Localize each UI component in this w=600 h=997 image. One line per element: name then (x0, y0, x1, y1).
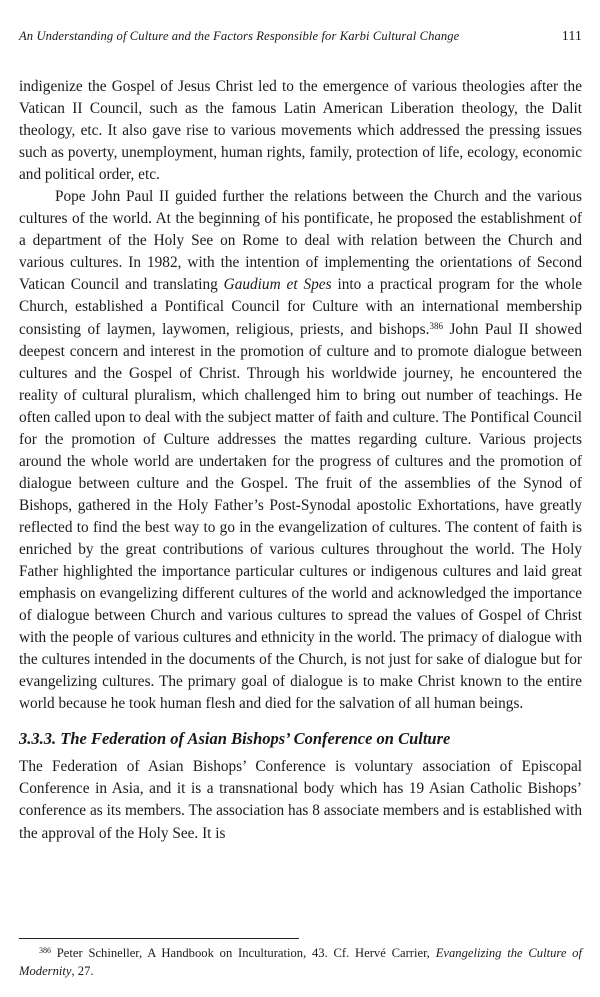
footnote (19, 944, 582, 980)
paragraph-1-text: indigenize the Gospel of Jesus Christ led to the emergence of various theologies after the Vatican II Council, such as the famous Latin American Liberation theology, the Dalit theology, etc. It also gave rise to various movements which addressed the pressing issues such as poverty, unemployment, human rights, family, protection of life, ecology, economic and political order, etc. (19, 78, 582, 184)
footnote-reference[interactable]: 386 (429, 320, 443, 331)
running-title: An Understanding of Culture and the Factors Responsible for Karbi Cultural Change (19, 29, 460, 43)
paragraph-2-text-a: Pope John Paul II guided further the relations between the Church and the various cultures of the world. At the beginning of his pontificate, he proposed the establishment of a department of the Holy See on Rome to deal with relation between the Church and various cultures. In 1982, with the intention of implementing the orientations of Second Vatican Council and translating (19, 188, 582, 294)
paragraph-3-text: The Federation of Asian Bishops’ Conference is voluntary association of Episcopal Conference in Asia, and it is a transnational body which has 19 Asian Catholic Bishops’ conference as its members. The association has 8 associate members and is established with the approval of the Holy See. It is (19, 758, 582, 842)
page-number: 111 (561, 29, 582, 44)
footnote-text-a: Peter Schineller, A Handbook on Inculturation, 43. Cf. Hervé Carrier, (51, 946, 436, 960)
footnote-divider (19, 938, 299, 939)
paragraph-fabc (19, 756, 582, 844)
paragraph-2-text-c: John Paul II showed deepest concern and interest in the promotion of culture and to promote dialogue between cultures and the Gospel of Christ. Through his worldwide journey, he encountered the reality of cultural pluralism, which challenged him to bring out number of teachings. He often called upon to deal with the subject matter of faith and culture. The Pontifical Council for the promotion of Culture addresses the mattes regarding culture. Various projects around the whole world are undertaken for the progress of cultures and the promotion of dialogue between culture and the Gospel. The fruit of the assemblies of the Synod of Bishops, gathered in the Holy Father’s Post-Synodal apostolic Exhortations, have greatly reflected to find the best way to go in the evangelization of cultures. The content of faith is enriched by the great contributions of various cultures throughout the world. The Holy Father highlighted the importance particular cultures or indigenous cultures and laid great emphasis on evangelizing different cultures of the world and acknowledged the importance of dialogue between Church and various cultures to spread the values of Gospel of Christ with the people of various cultures and ethnicity in the world. The primacy of dialogue with the cultures intended in the documents of the Church, is not just for sake of dialogue but for evangelizing cultures. The primary goal of dialogue is to make Christ known to the entire world because he took human flesh and died for the salvation of all human beings. (19, 320, 582, 713)
footnote-386 (19, 944, 582, 980)
section-heading: 3.3.3. The Federation of Asian Bishops’ Conference on Culture (19, 729, 451, 749)
paragraph-2-text-b: into a practical program for the whole Church, established a Pontifical Council for Culture with an international membership consisting of laymen, laywomen, religious, priests, and bishops. (19, 276, 582, 338)
page-header (19, 29, 582, 49)
footnote-text-b: , 27. (71, 964, 94, 978)
footnote-number: 386 (39, 946, 51, 955)
footnote-work-title: Evangelizing the Culture of Modernity (19, 946, 582, 978)
body-text (19, 76, 582, 845)
paragraph-john-paul (19, 186, 582, 715)
work-title-gaudium-et-spes: Gaudium et Spes (223, 276, 332, 294)
paragraph-continued (19, 76, 582, 186)
